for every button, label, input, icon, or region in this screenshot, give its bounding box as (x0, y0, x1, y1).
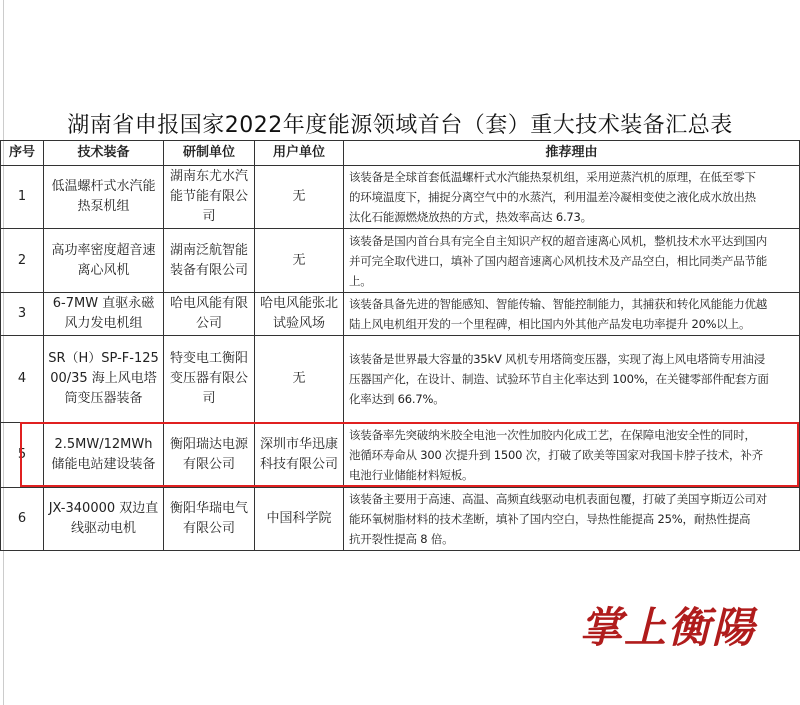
reason-line: 该装备具备先进的智能感知、智能传输、智能控制能力，其捕获和转化风能能力优越 (349, 297, 768, 311)
user-cell: 无 (255, 166, 344, 229)
user-cell: 中国科学院 (255, 488, 344, 551)
reason-line: 该装备率先突破纳米胶全电池一次性加胶内化成工艺，在保障电池安全性的同时， (349, 428, 756, 442)
table-row (1, 166, 800, 229)
header-reason: 推荐理由 (344, 141, 800, 166)
reason-line: 池循环寿命从 300 次提升到 1500 次，打破了欧美等国家对我国卡脖子技术，补齐 (349, 448, 763, 462)
reason-cell (344, 166, 800, 229)
document-title: 湖南省申报国家2022年度能源领域首台（套）重大技术装备汇总表 (67, 113, 733, 138)
equipment-cell: 6-7MW 直驱永磁风力发电机组 (44, 293, 164, 336)
reason-cell (344, 488, 800, 551)
reason-cell (344, 293, 800, 336)
equipment-cell: 2.5MW/12MWh 储能电站建设装备 (44, 423, 164, 488)
table-row (1, 336, 800, 423)
developer-cell: 哈电风能有限公司 (164, 293, 255, 336)
reason-line: 上。 (349, 273, 372, 288)
header-user: 用户单位 (255, 141, 344, 166)
watermark-logo: 掌上衡陽 (580, 603, 757, 652)
reason-line: 电池行业储能材料短板。 (349, 468, 474, 482)
reason-line: 该装备是世界最大容量的35kV 风机专用塔筒变压器，实现了海上风电塔筒专用油浸 (349, 352, 766, 366)
equipment-table (0, 140, 800, 551)
equipment-cell: SR（H）SP-F-12500/35 海上风电塔筒变压器装备 (44, 336, 164, 423)
header-no: 序号 (1, 141, 44, 166)
equipment-cell: JX-340000 双边直线驱动电机 (44, 488, 164, 551)
reason-line: 陆上风电机组开发的一个里程碑，相比国内外其他产品发电功率提升 20%以上。 (349, 317, 751, 331)
header-developer: 研制单位 (164, 141, 255, 166)
developer-cell: 衡阳华瑞电气有限公司 (164, 488, 255, 551)
equipment-cell: 低温螺杆式水汽能热泵机组 (44, 166, 164, 229)
table-row (1, 488, 800, 551)
reason-line: 能环氧树脂材料的技术垄断，填补了国内空白，导热性能提高 25%，耐热性提高 (349, 512, 751, 526)
row-number: 4 (1, 336, 44, 423)
developer-cell: 特变电工衡阳变压器有限公司 (164, 336, 255, 423)
user-cell: 哈电风能张北试验风场 (255, 293, 344, 336)
developer-cell: 湖南东尤水汽能节能有限公司 (164, 166, 255, 229)
user-cell: 深圳市华迅康科技有限公司 (255, 423, 344, 488)
developer-cell: 湖南泛航智能装备有限公司 (164, 229, 255, 293)
reason-line: 的环境温度下，捕捉分离空气中的水蒸汽，利用温差冷凝相变使之液化成水放出热 (349, 190, 756, 204)
reason-line: 该装备是国内首台具有完全自主知识产权的超音速离心风机，整机技术水平达到国内 (349, 233, 768, 248)
reason-line: 该装备主要用于高速、高温、高频直线驱动电机表面包覆，打破了美国亨斯迈公司对 (349, 492, 768, 506)
reason-cell (344, 336, 800, 423)
user-cell: 无 (255, 336, 344, 423)
reason-line: 抗开裂性提高 8 倍。 (349, 532, 454, 546)
reason-cell (344, 229, 800, 293)
header-equipment: 技术装备 (44, 141, 164, 166)
row-number: 3 (1, 293, 44, 336)
row-number: 1 (1, 166, 44, 229)
equipment-cell: 高功率密度超音速离心风机 (44, 229, 164, 293)
reason-line: 压器国产化，在设计、制造、试验环节自主化率达到 100%，在关键零部件配套方面 (349, 372, 769, 386)
reason-line: 化率达到 66.7%。 (349, 392, 445, 406)
reason-line: 该装备是全球首套低温螺杆式水汽能热泵机组，采用逆蒸汽机的原理，在低至零下 (349, 170, 756, 184)
row-number: 2 (1, 229, 44, 293)
reason-line: 汰化石能源燃烧放热的方式，热效率高达 6.73。 (349, 210, 592, 224)
reason-line: 并可完全取代进口，填补了国内超音速离心风机技术及产品空白，相比同类产品节能 (349, 253, 768, 268)
highlight-box (20, 422, 799, 487)
developer-cell: 衡阳瑞达电源有限公司 (164, 423, 255, 488)
row-number: 6 (1, 488, 44, 551)
user-cell: 无 (255, 229, 344, 293)
row-number: 5 (1, 423, 44, 488)
table-row (1, 229, 800, 293)
table-row (1, 293, 800, 336)
